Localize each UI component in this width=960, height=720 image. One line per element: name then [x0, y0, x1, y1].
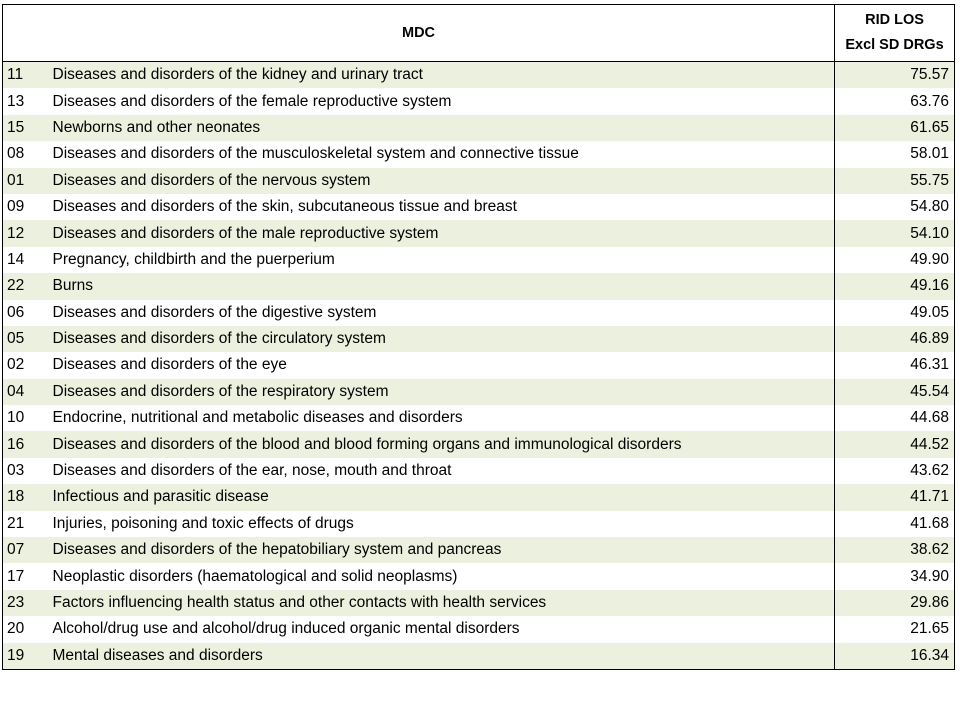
table-row [3, 326, 955, 352]
rid-los-value-cell: 44.52 [835, 431, 955, 457]
table-row [3, 431, 955, 457]
rid-los-value-cell: 44.68 [835, 405, 955, 431]
mdc-description-cell: Diseases and disorders of the blood and blood forming organs and immunological disorders [49, 431, 835, 457]
rid-los-value-cell: 49.05 [835, 300, 955, 326]
rid-los-value-cell: 54.10 [835, 220, 955, 246]
table-row [3, 590, 955, 616]
mdc-description-cell: Diseases and disorders of the male reproductive system [49, 220, 835, 246]
table-row [3, 194, 955, 220]
mdc-code-cell: 13 [3, 88, 49, 114]
mdc-code-cell: 09 [3, 194, 49, 220]
mdc-description-cell: Injuries, poisoning and toxic effects of drugs [49, 511, 835, 537]
table-row [3, 168, 955, 194]
rid-los-header-line2: Excl SD DRGs [845, 37, 944, 53]
rid-los-value-cell: 43.62 [835, 458, 955, 484]
mdc-description-cell: Mental diseases and disorders [49, 643, 835, 670]
mdc-description-cell: Diseases and disorders of the respiratory system [49, 379, 835, 405]
table-row [3, 563, 955, 589]
mdc-code-cell: 05 [3, 326, 49, 352]
table-row [3, 484, 955, 510]
table-row [3, 616, 955, 642]
table-row [3, 247, 955, 273]
table-header [3, 5, 955, 62]
mdc-los-table [2, 4, 955, 670]
rid-los-value-cell: 45.54 [835, 379, 955, 405]
mdc-description-cell: Diseases and disorders of the musculoskeletal system and connective tissue [49, 141, 835, 167]
table-row [3, 537, 955, 563]
mdc-description-cell: Alcohol/drug use and alcohol/drug induced organic mental disorders [49, 616, 835, 642]
mdc-description-cell: Burns [49, 273, 835, 299]
spreadsheet-table-container [2, 4, 954, 670]
mdc-code-cell: 21 [3, 511, 49, 537]
mdc-description-cell: Diseases and disorders of the female reproductive system [49, 88, 835, 114]
mdc-code-cell: 14 [3, 247, 49, 273]
mdc-column-header: MDC [3, 5, 835, 62]
mdc-description-cell: Diseases and disorders of the eye [49, 352, 835, 378]
rid-los-value-cell: 58.01 [835, 141, 955, 167]
mdc-description-cell: Diseases and disorders of the circulatory system [49, 326, 835, 352]
table-row [3, 643, 955, 670]
rid-los-value-cell: 41.68 [835, 511, 955, 537]
mdc-description-cell: Endocrine, nutritional and metabolic diseases and disorders [49, 405, 835, 431]
mdc-code-cell: 07 [3, 537, 49, 563]
rid-los-value-cell: 21.65 [835, 616, 955, 642]
mdc-code-cell: 19 [3, 643, 49, 670]
table-body [3, 62, 955, 670]
rid-los-value-cell: 75.57 [835, 62, 955, 89]
mdc-description-cell: Pregnancy, childbirth and the puerperium [49, 247, 835, 273]
rid-los-header-line1: RID LOS [865, 12, 924, 28]
rid-los-value-cell: 49.90 [835, 247, 955, 273]
table-row [3, 88, 955, 114]
header-row [3, 5, 955, 62]
rid-los-value-cell: 34.90 [835, 563, 955, 589]
table-row [3, 458, 955, 484]
rid-los-column-header [835, 5, 955, 62]
mdc-description-cell: Diseases and disorders of the nervous system [49, 168, 835, 194]
mdc-code-cell: 18 [3, 484, 49, 510]
rid-los-value-cell: 55.75 [835, 168, 955, 194]
rid-los-value-cell: 41.71 [835, 484, 955, 510]
table-row [3, 379, 955, 405]
mdc-code-cell: 04 [3, 379, 49, 405]
mdc-description-cell: Diseases and disorders of the skin, subcutaneous tissue and breast [49, 194, 835, 220]
rid-los-value-cell: 46.89 [835, 326, 955, 352]
mdc-description-cell: Diseases and disorders of the ear, nose, mouth and throat [49, 458, 835, 484]
mdc-code-cell: 16 [3, 431, 49, 457]
table-row [3, 273, 955, 299]
table-row [3, 352, 955, 378]
mdc-description-cell: Newborns and other neonates [49, 115, 835, 141]
mdc-code-cell: 22 [3, 273, 49, 299]
table-row [3, 141, 955, 167]
rid-los-value-cell: 38.62 [835, 537, 955, 563]
mdc-description-cell: Neoplastic disorders (haematological and solid neoplasms) [49, 563, 835, 589]
rid-los-value-cell: 16.34 [835, 643, 955, 670]
rid-los-value-cell: 54.80 [835, 194, 955, 220]
rid-los-value-cell: 63.76 [835, 88, 955, 114]
rid-los-value-cell: 46.31 [835, 352, 955, 378]
mdc-code-cell: 17 [3, 563, 49, 589]
mdc-code-cell: 11 [3, 62, 49, 89]
mdc-description-cell: Diseases and disorders of the hepatobiliary system and pancreas [49, 537, 835, 563]
rid-los-value-cell: 61.65 [835, 115, 955, 141]
table-row [3, 115, 955, 141]
table-row [3, 405, 955, 431]
table-row [3, 511, 955, 537]
mdc-description-cell: Factors influencing health status and other contacts with health services [49, 590, 835, 616]
mdc-code-cell: 01 [3, 168, 49, 194]
mdc-code-cell: 03 [3, 458, 49, 484]
table-row [3, 300, 955, 326]
rid-los-value-cell: 29.86 [835, 590, 955, 616]
mdc-description-cell: Diseases and disorders of the kidney and urinary tract [49, 62, 835, 89]
mdc-code-cell: 23 [3, 590, 49, 616]
rid-los-value-cell: 49.16 [835, 273, 955, 299]
table-row [3, 220, 955, 246]
mdc-code-cell: 02 [3, 352, 49, 378]
mdc-code-cell: 10 [3, 405, 49, 431]
mdc-code-cell: 20 [3, 616, 49, 642]
mdc-code-cell: 08 [3, 141, 49, 167]
mdc-code-cell: 12 [3, 220, 49, 246]
mdc-description-cell: Diseases and disorders of the digestive system [49, 300, 835, 326]
mdc-code-cell: 15 [3, 115, 49, 141]
table-row [3, 62, 955, 89]
mdc-code-cell: 06 [3, 300, 49, 326]
mdc-description-cell: Infectious and parasitic disease [49, 484, 835, 510]
